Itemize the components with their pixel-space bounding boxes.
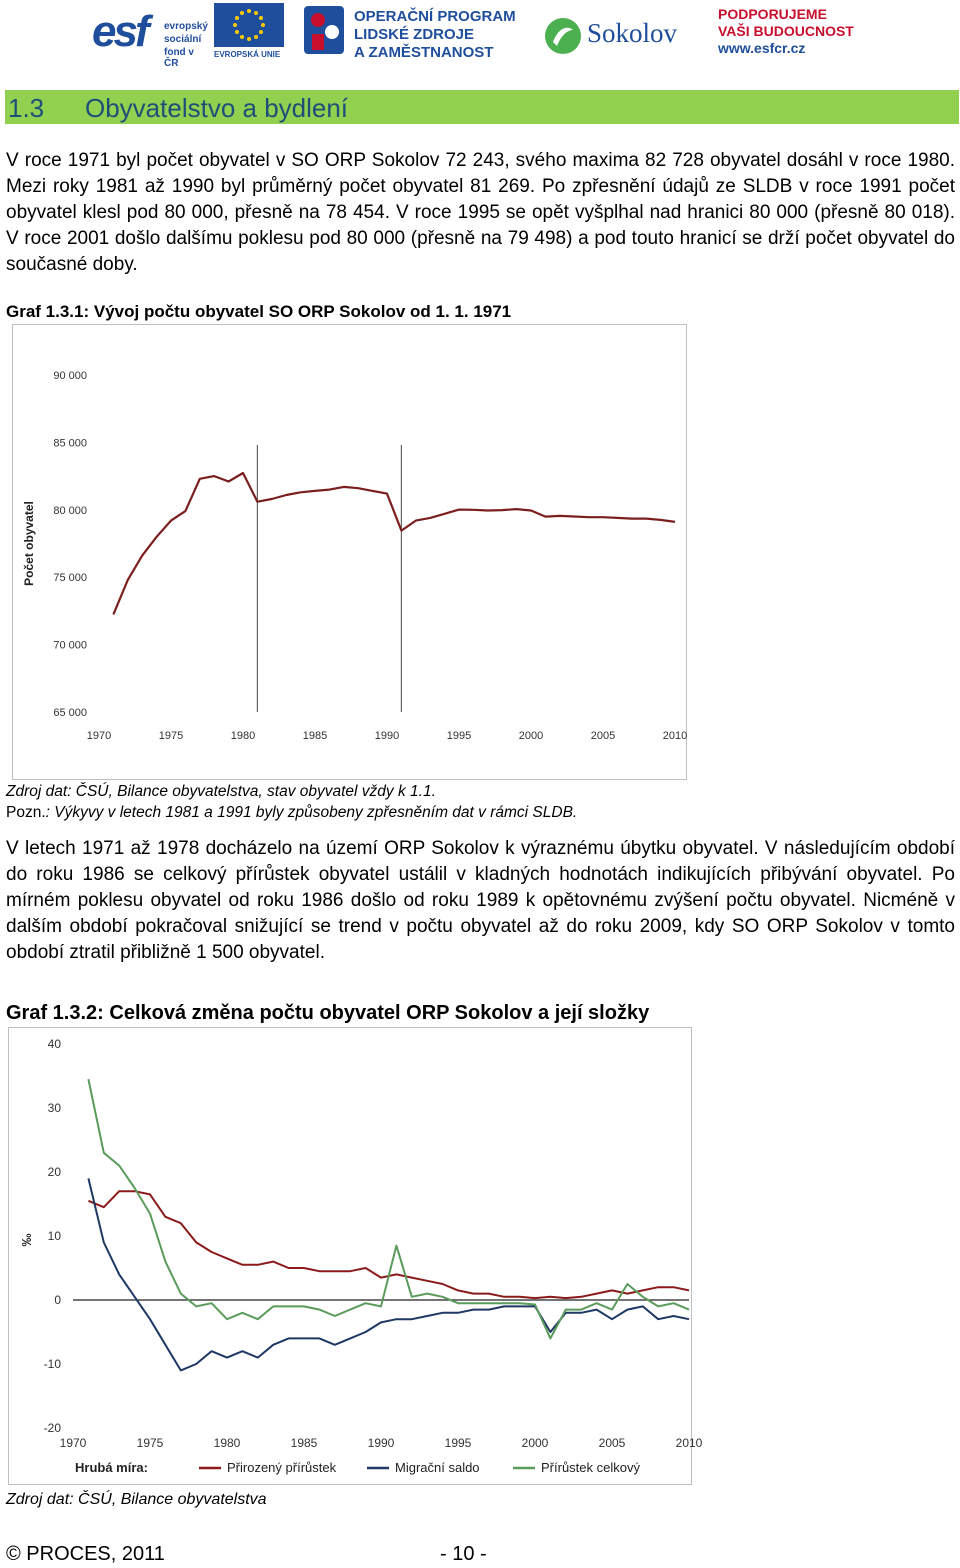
esf-logo-main: esf [92,7,147,56]
y-tick-label: 80 000 [53,504,87,517]
sokolov-emblem-icon [543,16,583,56]
population-change-chart [8,1027,703,1485]
eu-logo-caption: EVROPSKÁ UNIE [214,50,281,59]
graph1-note [6,802,577,823]
population-chart-svg [13,325,686,779]
population-chart [12,324,687,780]
x-tick-label: 1985 [290,1436,318,1450]
y-tick-label: 0 [54,1293,61,1307]
x-tick-label: 2010 [675,1436,703,1450]
eu-flag-icon [214,3,284,47]
x-tick-label: 2005 [590,730,616,742]
section-number: 1.3 [8,93,45,123]
op-lzz-line-1: OPERAČNÍ PROGRAM [354,8,516,25]
x-tick-label: 1980 [213,1436,241,1450]
legend-label-0: Přirozený přírůstek [227,1460,337,1475]
graph1-note-prefix: Pozn. [6,804,46,821]
y-tick-label: 70 000 [53,639,87,652]
y-tick-label: 30 [47,1101,61,1115]
x-tick-label: 1975 [136,1436,164,1450]
op-lzz-mark-icon [302,2,348,60]
y-tick-label: 40 [47,1037,61,1051]
op-lzz-line-3: A ZAMĚSTNANOST [354,44,494,61]
population-series-line [113,473,675,614]
y-tick-label: -10 [43,1357,61,1371]
graph1-caption: Graf 1.3.1: Vývoj počtu obyvatel SO ORP Sokolov od 1. 1. 1971 [6,302,512,321]
x-tick-label: 2000 [518,730,544,742]
logo-header [0,0,960,72]
support-line-1: PODPORUJEME [718,6,827,22]
footer-copyright: © PROCES, 2011 [6,1543,165,1565]
y-tick-label: 10 [47,1229,61,1243]
x-tick-label: 2010 [662,730,688,742]
support-logo [718,6,878,64]
paragraph-population-intro: V roce 1971 byl počet obyvatel v SO ORP Sokolov 72 243, svého maxima 82 728 obyvatel dosáhl v roce 1980. Mezi roky 1981 až 1990 byl průměrný počet obyvatel 81 269. Po zpřesnění údajů ze SLDB v roce 1991 počet obyvatel klesl pod 80 000, přesně na 78 454. V roce 1995 se opět vyšplhal nad hranici 80 000 (přesně 80 018). V roce 2001 došlo dalšímu poklesu pod 80 000 (přesně na 79 498) a pod touto hranicí se drží počet obyvatel do současné doby. [6,150,955,275]
y-axis-title: Počet obyvatel [22,501,36,586]
section-heading [5,90,959,124]
page-number: - 10 - [440,1543,487,1565]
x-tick-label: 1985 [302,730,328,742]
graph1-source: Zdroj dat: ČSÚ, Bilance obyvatelstva, stav obyvatel vždy k 1.1. [6,783,436,800]
x-tick-label: 2000 [521,1436,549,1450]
paragraph-population-trend: V letech 1971 až 1978 docházelo na území ORP Sokolov k výraznému úbytku obyvatel. V následujícím období do roku 1986 se celkový přírůstek obyvatel ustálil v kladných hodnotách indikujících přibývání obyvatel. Po mírném poklesu obyvatel od roku 1986 došlo od roku 1989 k opětovnému zvýšení počtu obyvatel. Nicméně v dalším období pokračoval snižující se trend v počtu obyvatel až do roku 2009, kdy SO ORP Sokolov v tomto období ztratil přibližně 1 500 obyvatel. [6,838,955,963]
esf-logo-line-1: evropský [164,21,208,32]
support-line-2: VAŠI BUDOUCNOST [718,23,854,39]
y-tick-label: -20 [43,1421,61,1435]
legend-label-1: Migrační saldo [395,1460,480,1475]
esf-logo-line-3: fond v ČR [164,47,194,69]
sokolov-logo-text: Sokolov [587,18,678,48]
graph1-note-text: : Výkyvy v letech 1981 a 1991 byly způsobeny zpřesněním dat v rámci SLDB. [45,804,578,821]
x-tick-label: 1995 [446,730,472,742]
op-lzz-logo [302,2,516,64]
graph2-source: Zdroj dat: ČSÚ, Bilance obyvatelstva [6,1491,267,1508]
x-tick-label: 1970 [59,1436,87,1450]
legend-title: Hrubá míra: [75,1460,148,1475]
population-change-chart-svg [9,1028,703,1484]
x-tick-label: 1990 [367,1436,395,1450]
x-tick-label: 1975 [158,730,184,742]
support-url: www.esfcr.cz [718,40,806,56]
x-tick-label: 1995 [444,1436,472,1450]
y-tick-label: 90 000 [53,370,87,382]
y-tick-label: 75 000 [53,572,87,585]
graph2-caption: Graf 1.3.2: Celková změna počtu obyvatel ORP Sokolov a její složky [6,1002,650,1024]
esf-logo-line-2: sociální [164,34,202,45]
x-tick-label: 1970 [86,730,112,742]
esf-logo [92,4,210,69]
series-line-0 [88,1191,689,1298]
y-tick-label: 20 [47,1165,61,1179]
eu-logo [214,3,286,63]
x-tick-label: 1990 [374,730,400,742]
x-tick-label: 2005 [598,1436,626,1450]
x-tick-label: 1980 [230,730,256,742]
y-axis-title: ‰ [19,1233,34,1247]
y-tick-label: 85 000 [53,437,87,450]
y-tick-label: 65 000 [53,707,87,719]
legend-label-2: Přírůstek celkový [541,1460,640,1475]
section-title: Obyvatelstvo a bydlení [85,93,349,123]
op-lzz-line-2: LIDSKÉ ZDROJE [354,26,475,43]
sokolov-logo [543,12,693,58]
